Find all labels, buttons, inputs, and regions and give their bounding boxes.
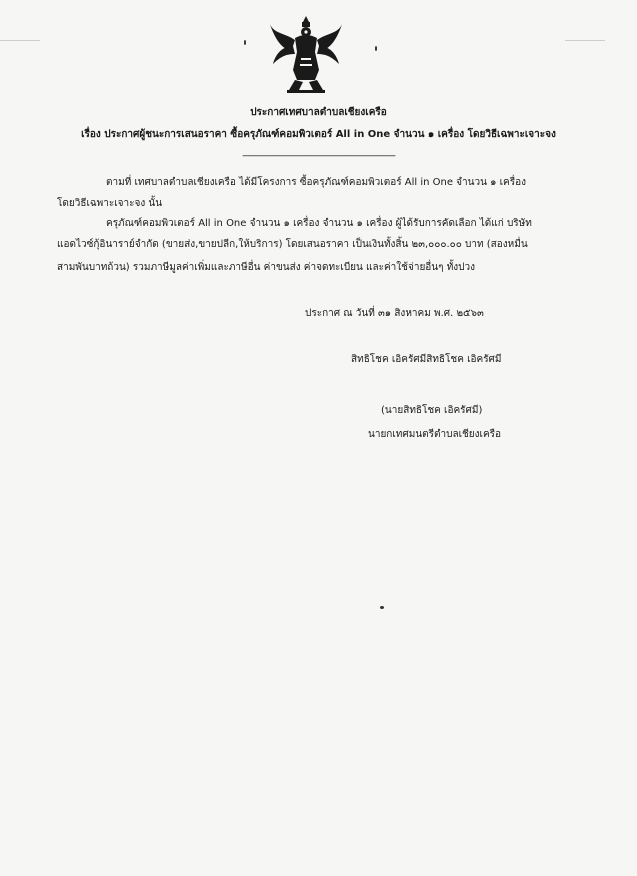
scan-mark (0, 40, 40, 41)
paragraph-2-line-1: ครุภัณฑ์คอมพิวเตอร์ All in One จำนวน ๑ เครื่อง จำนวน ๑ เครื่อง ผู้ได้รับการคัดเลือก ได้แก่ บริษัท (106, 218, 532, 229)
signer-position: นายกเทศมนตรีตำบลเชียงเครือ (368, 429, 502, 440)
garuda-emblem-icon (265, 12, 347, 94)
signer-name: (นายสิทธิโชค เอิครัศมี) (381, 405, 483, 416)
scan-speck (375, 46, 377, 51)
scan-mark (565, 40, 605, 41)
divider: -------------------------------------------------------------------- (242, 151, 395, 161)
paragraph-1-line-1: ตามที่ เทศบาลตำบลเชียงเครือ ได้มีโครงการ ซื้อครุภัณฑ์คอมพิวเตอร์ All in One จำนวน ๑ เครื่อง (106, 177, 526, 188)
announcement-title: ประกาศเทศบาลตำบลเชียงเครือ (250, 107, 387, 118)
scan-speck (244, 40, 246, 45)
paragraph-2-line-3: สามพันบาทถ้วน) รวมภาษีมูลค่าเพิ่มและภาษีอื่น ค่าขนส่ง ค่าจดทะเบียน และค่าใช้จ่ายอื่นๆ ทั้งปวง (57, 262, 476, 273)
scan-speck (380, 606, 384, 609)
announcement-date: ประกาศ ณ วันที่ ๓๑ สิงหาคม พ.ศ. ๒๕๖๓ (305, 308, 484, 319)
paragraph-2-line-2: แอดไวซ์กุ้อินาราย์จำกัด (ขายส่ง,ขายปลีก,ให้บริการ) โดยเสนอราคา เป็นเงินทั้งสิ้น ๒๓,๐๐๐.๐๐ บาท (สองหมื่น (57, 239, 528, 250)
paragraph-1-line-2: โดยวิธีเฉพาะเจาะจง นั้น (57, 198, 163, 209)
signature: สิทธิโชค เอิครัศมีสิทธิโชค เอิครัศมี (351, 354, 502, 365)
announcement-subject: เรื่อง ประกาศผู้ชนะการเสนอราคา ซื้อครุภัณฑ์คอมพิวเตอร์ All in One จำนวน ๑ เครื่อง โดยวิธีเฉพาะเจาะจง (81, 129, 556, 140)
